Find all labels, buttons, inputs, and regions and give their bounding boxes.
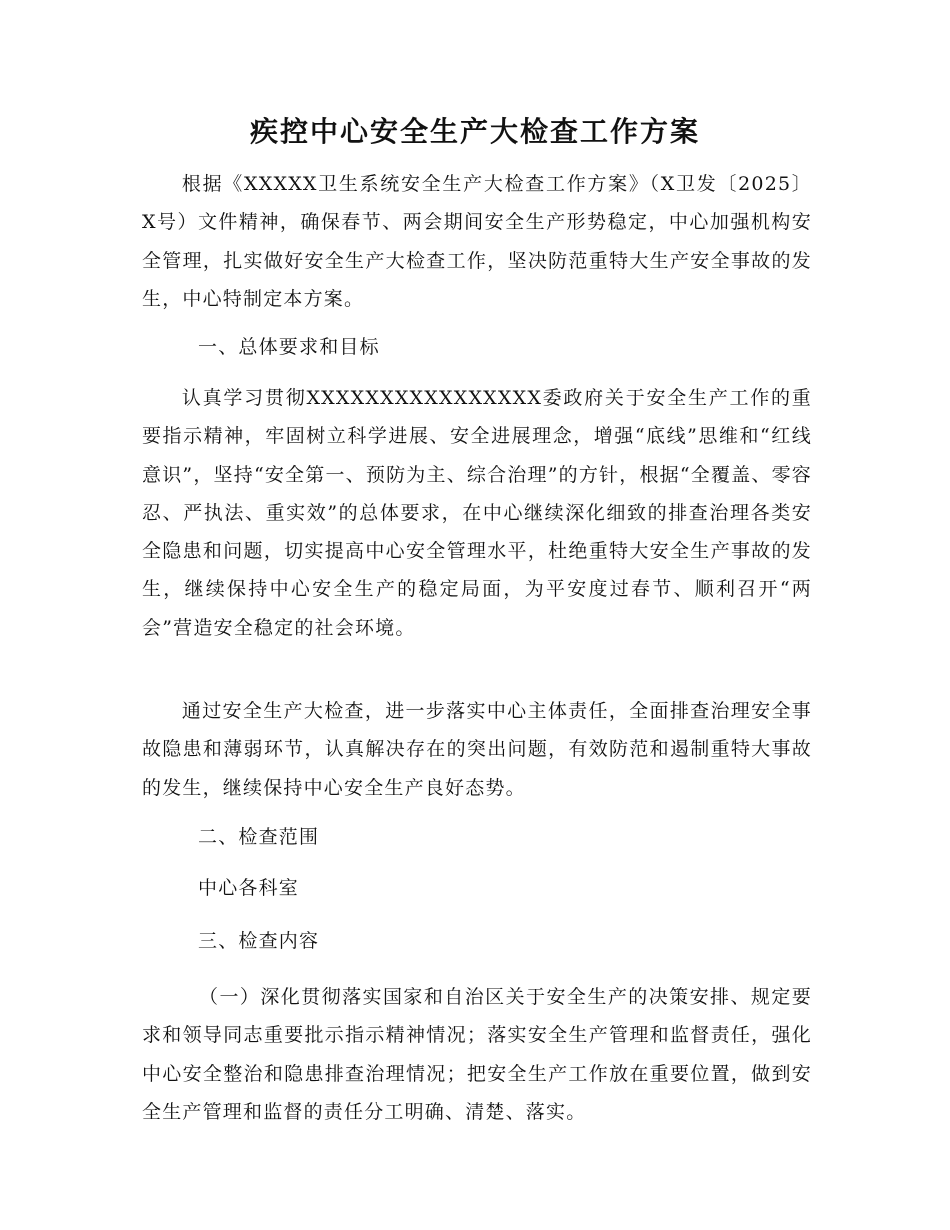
section-2-paragraph: 中心各科室	[198, 877, 300, 899]
section-3-paragraph-1: （一）深化贯彻落实国家和自治区关于安全生产的决策安排、规定要求和领导同志重要批示指示精神情况；落实安全生产管理和监督责任，强化中心安全整治和隐患排查治理情况；把安全生产工作放在重要位置，做到安全生产管理和监督的责任分工明确、清楚、落实。	[142, 986, 812, 1123]
section-2-heading: 二、检查范围	[198, 826, 320, 848]
intro-paragraph: 根据《XXXXX卫生系统安全生产大检查工作方案》（X卫发〔2025〕X号）文件精神，确保春节、两会期间安全生产形势稳定，中心加强机构安全管理，扎实做好安全生产大检查工作，坚决防范重特大生产安全事故的发生，中心特制定本方案。	[142, 173, 812, 310]
section-3-heading: 三、检查内容	[198, 930, 320, 952]
section-1-paragraph-2: 通过安全生产大检查，进一步落实中心主体责任，全面排查治理安全事故隐患和薄弱环节，认真解决存在的突出问题，有效防范和遏制重特大事故的发生，继续保持中心安全生产良好态势。	[142, 700, 812, 799]
document-title: 疾控中心安全生产大检查工作方案	[249, 115, 700, 148]
section-1-heading: 一、总体要求和目标	[198, 336, 380, 358]
section-1-paragraph-1: 认真学习贯彻XXXXXXXXXXXXXXXX委政府关于安全生产工作的重要指示精神，牢固树立科学进展、安全进展理念，增强“底线”思维和“红线意识”，坚持“安全第一、预防为主、综合治理”的方针，根据“全覆盖、零容忍、严执法、重实效”的总体要求，在中心继续深化细致的排查治理各类安全隐患和问题，切实提高中心安全管理水平，杜绝重特大安全生产事故的发生，继续保持中心安全生产的稳定局面，为平安度过春节、顺利召开“两会”营造安全稳定的社会环境。	[142, 387, 812, 639]
